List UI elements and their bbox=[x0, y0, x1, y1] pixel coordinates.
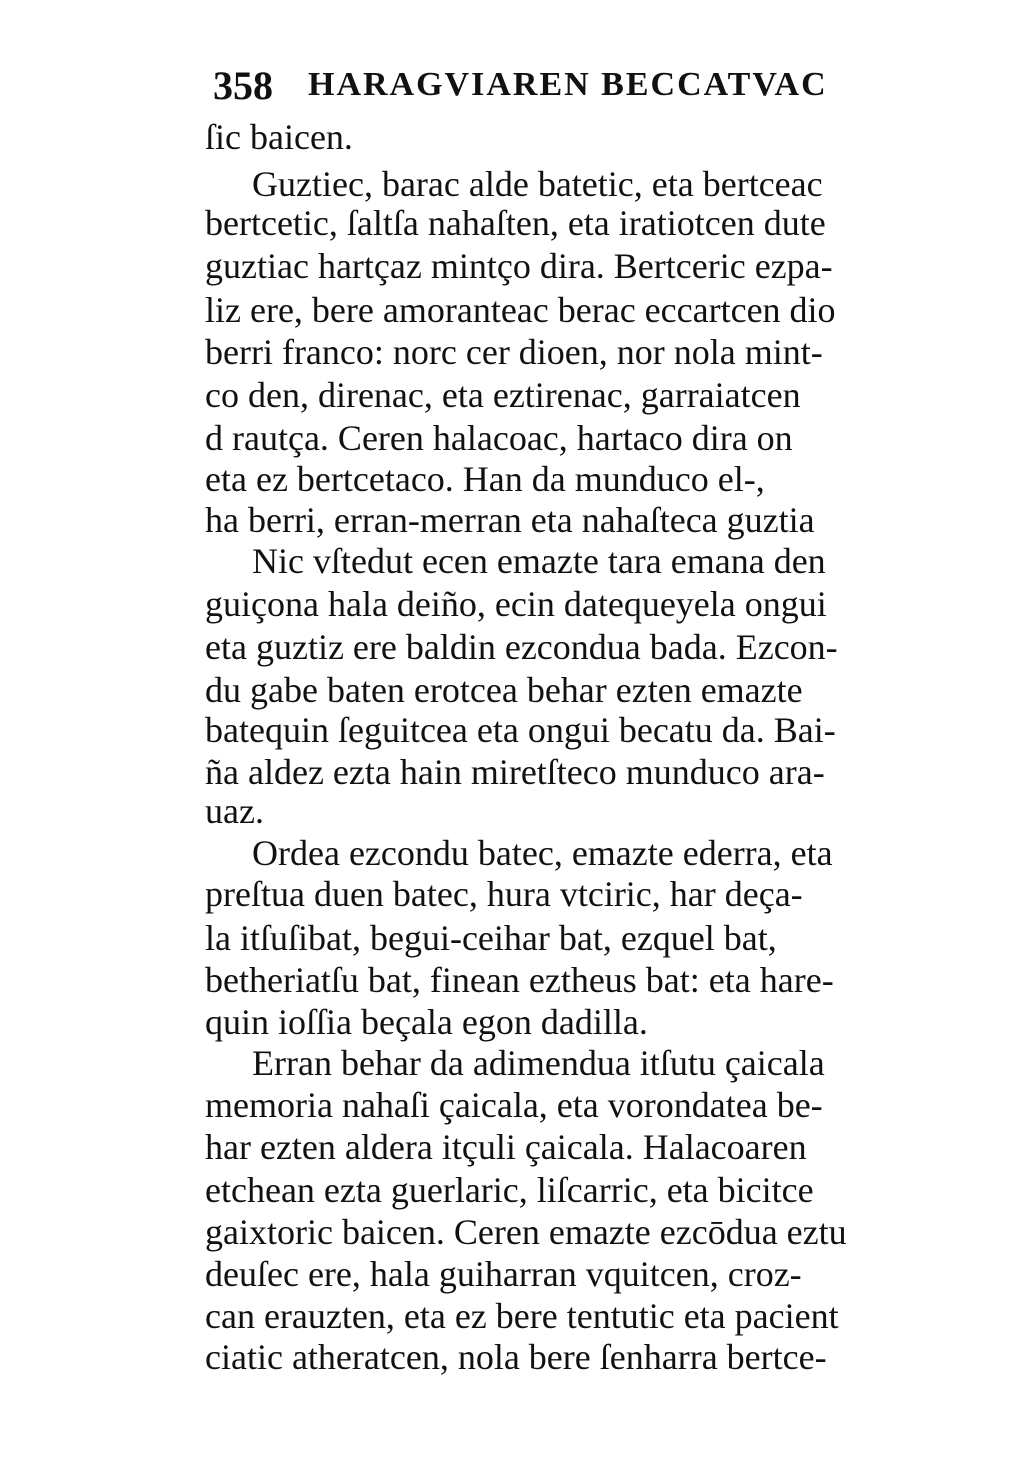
text-line: du gabe baten erotcea behar ezten emazte bbox=[205, 670, 803, 710]
text-line: Erran behar da adimendua itſutu çaicala bbox=[252, 1043, 825, 1083]
text-line: Ordea ezcondu batec, emazte ederra, eta bbox=[252, 833, 833, 873]
text-line: bertcetic, ſaltſa nahaſten, eta iratiotcen dute bbox=[205, 203, 826, 243]
text-line: batequin ſeguitcea eta ongui becatu da. Bai- bbox=[205, 710, 836, 750]
text-line: uaz. bbox=[205, 791, 264, 831]
text-line: eta guztiz ere baldin ezcondua bada. Ezcon- bbox=[205, 627, 838, 667]
text-line: ha berri, erran-merran eta nahaſteca guztia bbox=[205, 500, 815, 540]
text-line: deuſec ere, hala guiharran vquitcen, croz- bbox=[205, 1254, 802, 1294]
text-line: ſic baicen. bbox=[205, 117, 353, 157]
text-line: guiçona hala deiño, ecin datequeyela ongui bbox=[205, 584, 827, 624]
text-line: can erauzten, eta ez bere tentutic eta pacient bbox=[205, 1296, 839, 1336]
text-line: liz ere, bere amoranteac berac eccartcen dio bbox=[205, 290, 836, 330]
text-line: guztiac hartçaz mintço dira. Bertceric ezpa- bbox=[205, 246, 833, 286]
text-line: preſtua duen batec, hura vtciric, har deça- bbox=[205, 874, 803, 914]
text-line: Nic vſtedut ecen emazte tara emana den bbox=[252, 541, 826, 581]
page-number: 358 bbox=[213, 63, 273, 108]
text-line: Guztiec, barac alde batetic, eta bertceac bbox=[252, 164, 823, 204]
text-line: quin ioſſia beçala egon dadilla. bbox=[205, 1002, 648, 1042]
page-header bbox=[213, 62, 863, 112]
text-line: eta ez bertcetaco. Han da munduco el-, bbox=[205, 459, 765, 499]
text-line: co den, direnac, eta eztirenac, garraiatcen bbox=[205, 375, 801, 415]
text-line: gaixtoric baicen. Ceren emazte ezcōdua eztu bbox=[205, 1212, 847, 1252]
text-line: berri franco: norc cer dioen, nor nola mint- bbox=[205, 332, 823, 372]
text-line: ciatic atheratcen, nola bere ſenharra bertce- bbox=[205, 1337, 827, 1377]
text-line: etchean ezta guerlaric, liſcarric, eta bicitce bbox=[205, 1170, 814, 1210]
text-line: har ezten aldera itçuli çaicala. Halacoaren bbox=[205, 1127, 807, 1167]
text-line: d rautça. Ceren halacoac, hartaco dira on bbox=[205, 418, 793, 458]
text-line: memoria nahaſi çaicala, eta vorondatea be- bbox=[205, 1085, 823, 1125]
text-line: ña aldez ezta hain miretſteco munduco ara- bbox=[205, 752, 825, 792]
running-head: HARAGVIAREN BECCATVAC bbox=[308, 66, 828, 103]
text-line: betheriatſu bat, finean eztheus bat: eta hare- bbox=[205, 960, 834, 1000]
text-line: la itſuſibat, begui-ceihar bat, ezquel bat, bbox=[205, 918, 777, 958]
